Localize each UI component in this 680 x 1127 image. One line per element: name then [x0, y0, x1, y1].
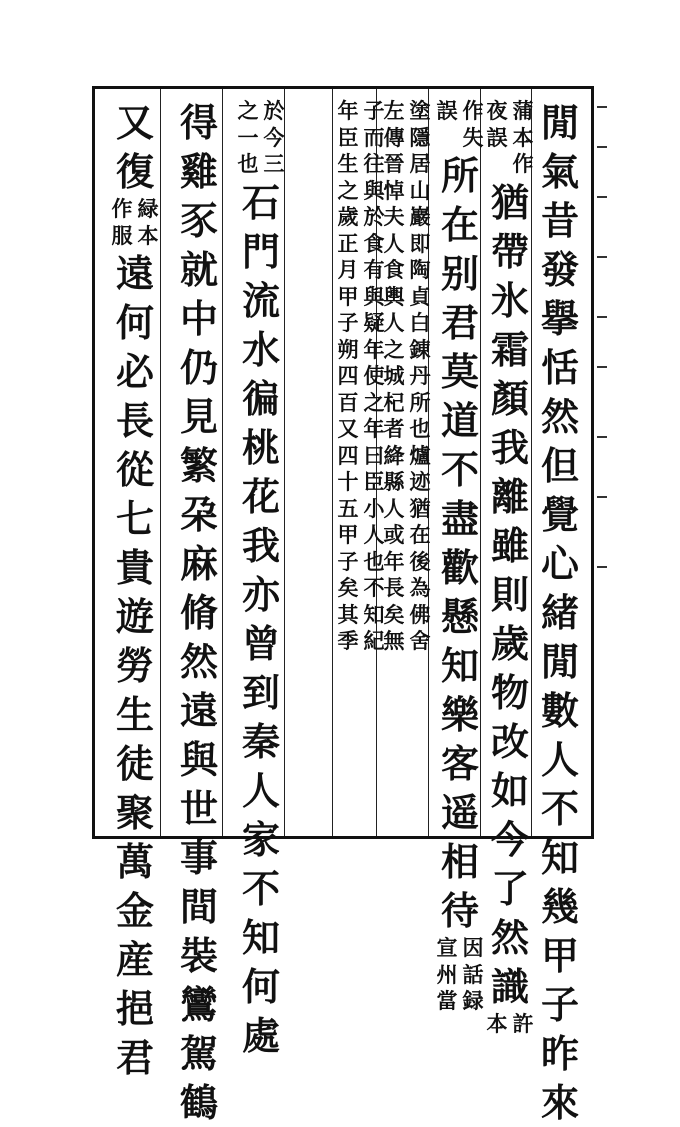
glyph: 歲 — [337, 204, 359, 229]
glyph: 生 — [115, 692, 154, 737]
glyph: 中 — [179, 296, 218, 341]
glyph: 世 — [179, 786, 218, 831]
glyph: 甲 — [337, 283, 359, 309]
glyph: 鶴 — [179, 1080, 218, 1125]
glyph: 在 — [440, 202, 479, 247]
glyph: 如 — [490, 767, 529, 813]
glyph: 相 — [440, 839, 479, 884]
glyph: 雞 — [179, 149, 218, 194]
glyph: 巖 — [409, 204, 431, 229]
glyph: 流 — [241, 277, 280, 323]
glyph: 年 — [363, 416, 385, 441]
glyph: 顏 — [490, 375, 529, 421]
annotation-line-left — [435, 935, 459, 1015]
glyph: 輿 — [383, 283, 405, 309]
glyph: 萬 — [115, 839, 154, 884]
glyph: 年 — [337, 98, 359, 123]
glyph: 本 — [486, 1010, 508, 1036]
glyph: 晉 — [383, 151, 405, 176]
glyph: 長 — [115, 398, 154, 443]
annotation-line-right — [461, 125, 485, 152]
glyph: 遊 — [115, 594, 154, 639]
glyph: 季 — [337, 628, 359, 653]
glyph: 所 — [409, 389, 431, 415]
main-text — [435, 151, 485, 935]
glyph: 之 — [363, 389, 385, 415]
glyph: 為 — [409, 575, 431, 600]
glyph: 又 — [337, 416, 359, 441]
glyph: 者 — [383, 416, 405, 441]
glyph: 録 — [462, 988, 484, 1013]
glyph: 臣 — [363, 469, 385, 494]
glyph: 然 — [179, 639, 218, 684]
glyph: 仍 — [179, 345, 218, 390]
frame-right-rule — [591, 86, 594, 839]
glyph: 君 — [115, 1035, 154, 1080]
glyph: 與 — [363, 177, 385, 203]
glyph: 石 — [241, 179, 280, 225]
annotation-line-right — [511, 1011, 535, 1038]
glyph: 猶 — [409, 495, 431, 521]
glyph: 當 — [436, 988, 458, 1013]
glyph: 蒲 — [512, 98, 534, 123]
annotation-line-right — [362, 98, 386, 655]
glyph: 知 — [440, 643, 479, 688]
main-text — [174, 98, 224, 1127]
glyph: 與 — [363, 283, 385, 309]
annotation-line-right — [461, 98, 485, 125]
annotation-line-left — [485, 1011, 509, 1038]
glyph: 使 — [363, 363, 385, 388]
glyph: 所 — [440, 153, 479, 198]
glyph: 佛 — [409, 601, 431, 627]
glyph: 秦 — [241, 718, 280, 764]
glyph: 間 — [179, 884, 218, 929]
glyph: 迹 — [409, 469, 431, 494]
glyph: 然 — [540, 394, 579, 439]
glyph: 知 — [540, 835, 579, 880]
glyph: 絳 — [383, 442, 405, 468]
glyph: 繁 — [179, 443, 218, 488]
glyph: 遠 — [179, 688, 218, 733]
glyph: 數 — [540, 688, 579, 733]
glyph: 裝 — [179, 933, 218, 978]
glyph: 丹 — [409, 363, 431, 388]
glyph: 城 — [383, 363, 405, 388]
glyph: 今 — [490, 816, 529, 862]
main-text — [110, 98, 160, 196]
glyph: 挹 — [115, 986, 154, 1031]
glyph: 就 — [179, 247, 218, 292]
glyph: 許 — [512, 1010, 534, 1036]
glyph: 水 — [241, 326, 280, 372]
glyph: 因 — [462, 935, 484, 960]
frame-top-rule — [92, 86, 594, 89]
glyph: 懸 — [440, 594, 479, 639]
glyph: 四 — [337, 442, 359, 468]
glyph: 改 — [490, 718, 529, 764]
glyph: 霜 — [490, 326, 529, 372]
glyph: 亦 — [241, 571, 280, 617]
glyph: 曰 — [363, 442, 385, 468]
glyph: 疑 — [363, 310, 385, 335]
glyph: 必 — [115, 349, 154, 394]
glyph: 宣 — [436, 935, 458, 960]
glyph: 金 — [115, 888, 154, 933]
glyph: 恬 — [540, 345, 579, 390]
glyph: 舍 — [409, 628, 431, 653]
glyph: 樂 — [440, 692, 479, 737]
glyph: 也 — [363, 548, 385, 574]
glyph: 陶 — [409, 257, 431, 282]
glyph: 不 — [363, 575, 385, 600]
glyph: 紀 — [363, 628, 385, 653]
glyph: 閒 — [540, 100, 579, 145]
glyph: 又 — [115, 100, 154, 145]
glyph: 别 — [440, 251, 479, 296]
glyph: 花 — [241, 473, 280, 519]
annotation-line-right — [511, 98, 535, 178]
glyph: 三 — [263, 151, 285, 176]
column-divider — [160, 89, 161, 836]
glyph: 本 — [512, 124, 534, 150]
glyph: 人 — [241, 767, 280, 813]
glyph: 桃 — [241, 424, 280, 470]
glyph: 年 — [363, 336, 385, 362]
glyph: 人 — [383, 310, 405, 335]
annotation-line-right — [136, 196, 160, 249]
glyph: 朶 — [179, 492, 218, 537]
glyph: 錬 — [409, 336, 431, 362]
glyph: 從 — [115, 447, 154, 492]
glyph: 與 — [179, 737, 218, 782]
glyph: 十 — [337, 469, 359, 494]
glyph: 駕 — [179, 1031, 218, 1076]
glyph: 人 — [383, 230, 405, 256]
glyph: 得 — [179, 100, 218, 145]
glyph: 氷 — [490, 277, 529, 323]
glyph: 而 — [363, 124, 385, 150]
glyph: 今 — [263, 124, 285, 150]
glyph: 勞 — [115, 643, 154, 688]
annotation-line-left — [435, 98, 459, 125]
glyph: 我 — [490, 424, 529, 470]
glyph: 道 — [440, 398, 479, 443]
frame-left-rule — [92, 86, 95, 839]
annotation-line-right — [262, 98, 286, 178]
glyph: 食 — [383, 257, 405, 282]
glyph: 朔 — [337, 336, 359, 362]
glyph: 閒 — [540, 639, 579, 684]
page-edge-marks — [597, 86, 615, 606]
main-text — [485, 178, 535, 1011]
glyph: 知 — [363, 601, 385, 627]
glyph: 人 — [363, 522, 385, 547]
glyph: 幾 — [540, 884, 579, 929]
glyph: 産 — [115, 937, 154, 982]
glyph: 莫 — [440, 349, 479, 394]
glyph: 有 — [363, 257, 385, 282]
glyph: 貞 — [409, 283, 431, 309]
glyph: 之 — [383, 336, 405, 362]
glyph: 居 — [409, 151, 431, 176]
glyph: 生 — [337, 151, 359, 176]
glyph: 也 — [237, 151, 259, 176]
glyph: 話 — [462, 961, 484, 987]
glyph: 昔 — [540, 198, 579, 243]
glyph: 甲 — [540, 933, 579, 978]
glyph: 緑 — [137, 196, 159, 221]
glyph: 不 — [440, 447, 479, 492]
glyph: 作 — [512, 151, 534, 176]
glyph: 發 — [540, 247, 579, 292]
glyph: 子 — [337, 310, 359, 335]
glyph: 悼 — [383, 177, 405, 203]
glyph: 麻 — [179, 541, 218, 586]
glyph: 客 — [440, 741, 479, 786]
glyph: 一 — [237, 124, 259, 150]
glyph: 緒 — [540, 590, 579, 635]
glyph: 了 — [490, 865, 529, 911]
annotation-line-right — [461, 935, 485, 1015]
glyph: 州 — [436, 961, 458, 987]
glyph: 杞 — [383, 389, 405, 415]
glyph: 誤 — [486, 124, 508, 150]
glyph: 作 — [111, 196, 133, 221]
glyph: 甲 — [337, 522, 359, 547]
glyph: 聚 — [115, 790, 154, 835]
glyph: 塗 — [409, 98, 431, 123]
annotation-line-right — [408, 98, 432, 655]
glyph: 之 — [337, 177, 359, 203]
column-divider — [332, 89, 333, 836]
glyph: 不 — [540, 786, 579, 831]
glyph: 貴 — [115, 545, 154, 590]
glyph: 何 — [115, 300, 154, 345]
glyph: 即 — [409, 230, 431, 256]
glyph: 不 — [241, 865, 280, 911]
glyph: 正 — [337, 230, 359, 256]
glyph: 豕 — [179, 198, 218, 243]
glyph: 物 — [490, 669, 529, 715]
glyph: 盡 — [440, 496, 479, 541]
glyph: 何 — [241, 963, 280, 1009]
glyph: 子 — [363, 98, 385, 123]
glyph: 後 — [409, 548, 431, 574]
glyph: 夫 — [383, 204, 405, 229]
glyph: 復 — [115, 149, 154, 194]
glyph: 帶 — [490, 228, 529, 274]
glyph: 誤 — [436, 98, 458, 123]
glyph: 知 — [241, 914, 280, 960]
glyph: 七 — [115, 496, 154, 541]
glyph: 在 — [409, 522, 431, 547]
glyph: 往 — [363, 151, 385, 176]
glyph: 五 — [337, 495, 359, 521]
annotation-line-left — [336, 98, 360, 655]
glyph: 識 — [490, 963, 529, 1009]
glyph: 心 — [540, 541, 579, 586]
main-text — [110, 249, 160, 1082]
glyph: 於 — [263, 98, 285, 123]
glyph: 猶 — [490, 179, 529, 225]
glyph: 待 — [440, 888, 479, 933]
main-text — [236, 178, 286, 1060]
glyph: 離 — [490, 473, 529, 519]
glyph: 年 — [383, 548, 405, 574]
glyph: 擧 — [540, 296, 579, 341]
glyph: 也 — [409, 416, 431, 441]
glyph: 覺 — [540, 492, 579, 537]
glyph: 子 — [337, 548, 359, 574]
glyph: 徒 — [115, 741, 154, 786]
glyph: 君 — [440, 300, 479, 345]
glyph: 服 — [111, 222, 133, 248]
glyph: 人 — [540, 737, 579, 782]
glyph: 門 — [241, 228, 280, 274]
glyph: 昨 — [540, 1031, 579, 1076]
glyph: 則 — [490, 571, 529, 617]
annotation-line-left — [236, 98, 260, 178]
glyph: 爐 — [409, 442, 431, 468]
glyph: 四 — [337, 363, 359, 388]
glyph: 或 — [383, 522, 405, 547]
glyph: 氣 — [540, 149, 579, 194]
glyph: 縣 — [383, 469, 405, 494]
glyph: 歡 — [440, 545, 479, 590]
glyph: 脩 — [179, 590, 218, 635]
glyph: 矣 — [383, 601, 405, 627]
glyph: 臣 — [337, 124, 359, 150]
glyph: 雖 — [490, 522, 529, 568]
glyph: 無 — [383, 628, 405, 653]
glyph: 之 — [237, 98, 259, 123]
glyph: 歲 — [490, 620, 529, 666]
glyph: 隱 — [409, 124, 431, 150]
glyph: 作 — [462, 98, 484, 123]
glyph: 百 — [337, 389, 359, 415]
glyph: 見 — [179, 394, 218, 439]
glyph: 失 — [462, 124, 484, 150]
glyph: 夜 — [486, 98, 508, 123]
glyph: 來 — [540, 1080, 579, 1125]
glyph: 小 — [363, 495, 385, 521]
glyph: 鸞 — [179, 982, 218, 1027]
glyph: 人 — [383, 495, 405, 521]
glyph: 月 — [337, 257, 359, 282]
glyph: 遠 — [115, 251, 154, 296]
glyph: 處 — [241, 1012, 280, 1058]
glyph: 但 — [540, 443, 579, 488]
glyph: 長 — [383, 575, 405, 600]
main-text — [535, 98, 585, 1127]
glyph: 食 — [363, 230, 385, 256]
glyph: 到 — [241, 669, 280, 715]
glyph: 然 — [490, 914, 529, 960]
glyph: 山 — [409, 177, 431, 203]
glyph: 徧 — [241, 375, 280, 421]
annotation-line-left — [110, 196, 134, 249]
glyph: 遥 — [440, 790, 479, 835]
glyph: 白 — [409, 310, 431, 335]
glyph: 其 — [337, 601, 359, 627]
glyph: 矣 — [337, 575, 359, 600]
glyph: 家 — [241, 816, 280, 862]
glyph: 我 — [241, 522, 280, 568]
glyph: 曾 — [241, 620, 280, 666]
glyph: 左 — [383, 98, 405, 123]
glyph: 傳 — [383, 124, 405, 150]
glyph: 子 — [540, 982, 579, 1027]
annotation-line-left — [485, 98, 509, 151]
glyph: 事 — [179, 835, 218, 880]
glyph: 於 — [363, 204, 385, 229]
glyph: 本 — [137, 222, 159, 248]
